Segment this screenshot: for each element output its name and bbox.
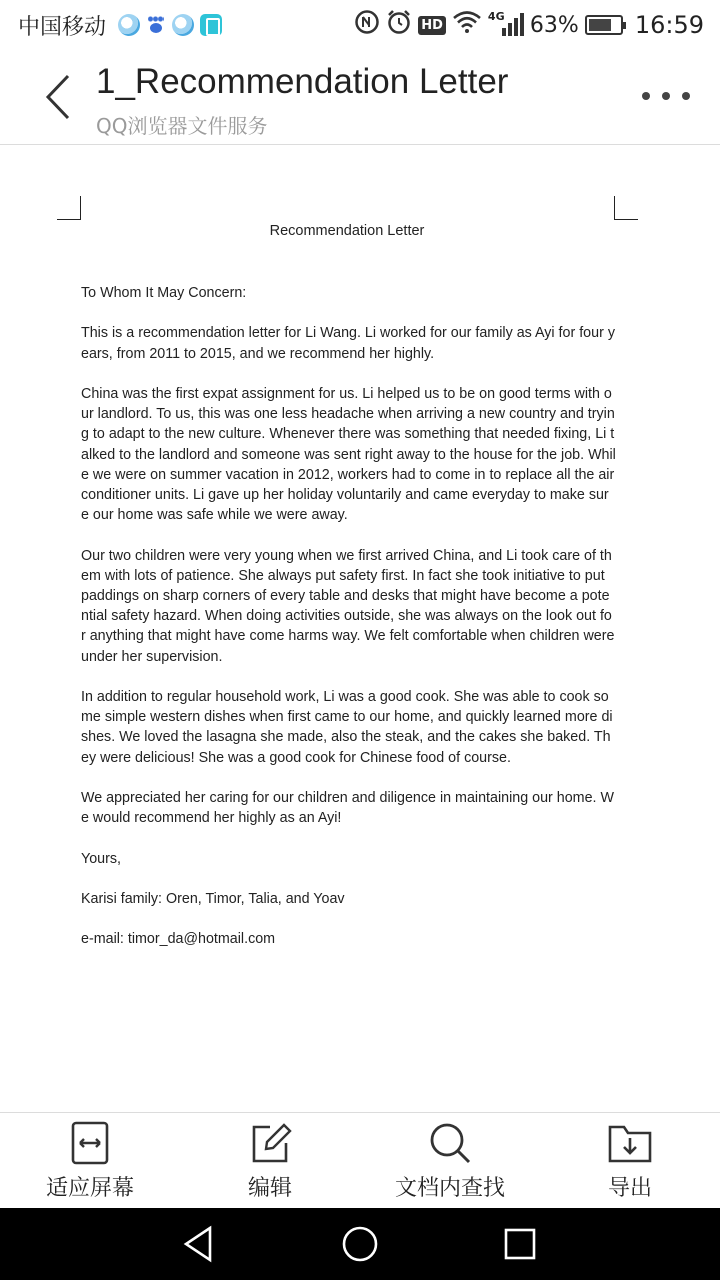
alarm-icon (386, 9, 412, 41)
page-title: 1_Recommendation Letter (96, 62, 509, 101)
doc-paragraph: We appreciated her caring for our children and diligence in maintaining our home. We would recommend her highly as an Ayi! (81, 790, 614, 827)
fit-screen-icon (68, 1121, 112, 1165)
home-nav-icon (340, 1224, 380, 1264)
bottom-toolbar (0, 1112, 720, 1208)
app-header (0, 50, 720, 145)
fit-screen-label: 适应屏幕 (45, 1176, 134, 1201)
doc-paragraph: China was the first expat assignment for us. Li helped us to be on good terms with our landlord. To us, this was one less headache when arriving a new country and trying to adapt to the new culture. Whenever there was something that needed fixing, Li talked to the landlord and someone was sent right away to the house for the job. While we were on summer vacation in 2012, workers had to come in to replace all the air conditioner units. Li gave up her holiday voluntarily and came everyday to make sure our home was safe while we were away. (81, 385, 616, 524)
page-corner-mark (57, 196, 81, 220)
qq-browser-icon (172, 14, 194, 36)
status-bar (0, 0, 720, 50)
doc-paragraph: In addition to regular household work, Li was a good cook. She was able to cook some simple western dishes when first came to our home, and quickly learned more dishes. We loved the lasagna she made, also the steak, and the cakes she baked. They were delicious! She was a good cook for Chinese food of course. (81, 689, 613, 766)
doc-paragraph: Karisi family: Oren, Timor, Talia, and Yoav (81, 890, 345, 907)
clock: 16:59 (634, 11, 704, 39)
qq-browser-icon (118, 14, 140, 36)
doc-paragraph: This is a recommendation letter for Li Wang. Li worked for our family as Ayi for four years, from 2011 to 2015, and we recommend her highly. (81, 325, 615, 362)
status-right (354, 9, 704, 41)
reader-app-icon (200, 14, 222, 36)
document-title: Recommendation Letter (269, 223, 425, 239)
recents-nav-icon (500, 1224, 540, 1264)
nfc-icon (354, 9, 380, 41)
document-view[interactable] (0, 146, 720, 1112)
doc-paragraph: To Whom It May Concern: (81, 285, 247, 301)
find-in-document-button[interactable] (360, 1113, 540, 1209)
carrier-name: 中国移动 (18, 14, 107, 40)
doc-paragraph: Yours, (81, 850, 122, 867)
battery-percent: 63% (529, 12, 579, 38)
more-dot-icon (642, 92, 650, 100)
export-button[interactable] (540, 1113, 720, 1209)
edit-button[interactable] (180, 1113, 360, 1209)
status-left (18, 10, 222, 41)
document-body (81, 283, 616, 970)
find-in-document-label: 文档内查找 (394, 1176, 505, 1201)
wifi-icon (452, 10, 482, 40)
signal-icon (488, 12, 524, 38)
doc-paragraph: e-mail: timor_da@hotmail.com (81, 931, 276, 948)
doc-paragraph: Our two children were very young when we first arrived China, and Li took care of them with lots of patience. She always put safety first. In fact she took initiative to put paddings on sharp corners of every table and desks that might have become a potential safety hazard. When doing activities outside, she was always on the look out for anything that might have come harms way. We felt comfortable when children were under her supervision. (81, 547, 615, 665)
back-nav-button[interactable] (180, 1224, 220, 1264)
more-dot-icon (682, 92, 690, 100)
page-subtitle: QQ浏览器文件服务 (96, 114, 268, 138)
export-label: 导出 (607, 1176, 652, 1201)
search-icon (428, 1121, 472, 1165)
network-type: 4G (487, 10, 505, 23)
page-corner-mark (614, 196, 638, 220)
chevron-left-icon (40, 72, 80, 122)
more-options-button[interactable] (642, 88, 690, 104)
baidu-icon (146, 15, 166, 35)
back-button[interactable] (40, 72, 80, 122)
folder-download-icon (608, 1121, 652, 1165)
fit-screen-button[interactable] (0, 1113, 180, 1209)
edit-label: 编辑 (247, 1176, 292, 1201)
recents-nav-button[interactable] (500, 1224, 540, 1264)
back-nav-icon (180, 1224, 220, 1264)
hd-icon: HD (418, 16, 446, 35)
more-dot-icon (662, 92, 670, 100)
edit-icon (248, 1121, 292, 1165)
system-nav-bar (0, 1208, 720, 1280)
battery-icon (585, 15, 623, 35)
home-nav-button[interactable] (340, 1224, 380, 1264)
